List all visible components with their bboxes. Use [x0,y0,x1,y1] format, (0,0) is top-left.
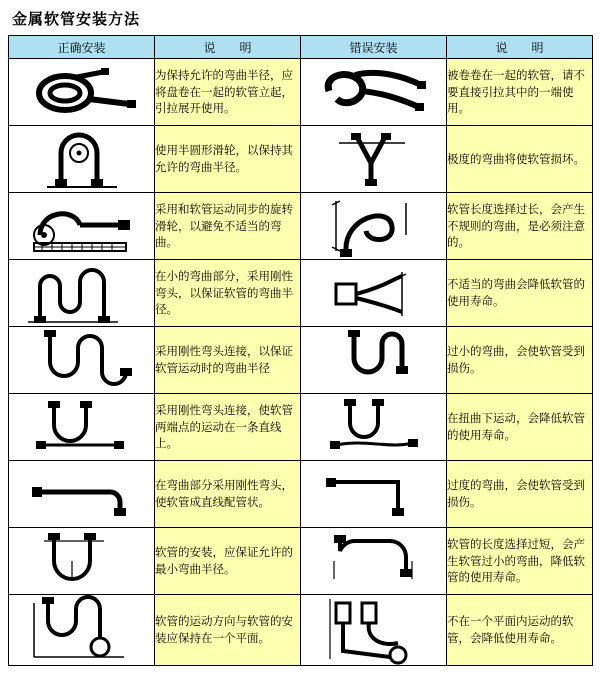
header-correct-install: 正确安装 [9,36,155,59]
note-text: 极度的弯曲将使软管损坏。 [447,126,593,193]
figure-min-bend-radius-install [9,528,155,595]
note-text: 采用和软管运动同步的旋转滑轮，以避免不适当的弯曲。 [155,193,301,260]
table-row [9,59,593,126]
table-row [9,595,593,666]
table-header-row [9,36,593,59]
note-text: 过度的弯曲，会使软管受到损伤。 [447,461,593,528]
figure-too-small-bend [301,327,447,394]
figure-coiled-hose-standing [9,59,155,126]
note-text: 使用半圆形滑轮，以保持其允许的弯曲半径。 [155,126,301,193]
note-text: 采用刚性弯头连接，以保证软管运动时的弯曲半径 [155,327,301,394]
note-text: 为保持允许的弯曲半径，应将盘卷在一起的软管立起，引拉展开使用。 [155,59,301,126]
table-row [9,260,593,327]
figure-excess-length-loop [301,193,447,260]
figure-straight-pipe-elbow [9,461,155,528]
note-text: 采用刚性弯头连接，使软管两端点的运动在一条直线上。 [155,394,301,461]
figure-rotating-pulley-sync [9,193,155,260]
note-text: 软管的运动方向与软管的安装应保持在一个平面。 [155,595,301,666]
figure-rigid-bend-connection [9,327,155,394]
note-text: 软管的长度选择过短，会产生软管过小的弯曲，降低软管的使用寿命。 [447,528,593,595]
figure-improper-bend [301,260,447,327]
table-row [9,193,593,260]
figure-semicircular-pulley [9,126,155,193]
figure-rigid-elbow-small-bend [9,260,155,327]
note-text: 在弯曲部分采用刚性弯头，使软管成直线配管状。 [155,461,301,528]
figure-torsion-motion [301,394,447,461]
figure-sharp-bend-pulley [301,126,447,193]
figure-same-plane-motion [9,595,155,666]
header-correct-note: 说 明 [155,36,301,59]
figure-over-bend [301,461,447,528]
note-text: 被卷卷在一起的软管，请不要直接引拉其中的一端使用。 [447,59,593,126]
table-row [9,461,593,528]
figure-too-long-small-bend [301,528,447,595]
figure-out-of-plane-motion [301,595,447,666]
note-text: 软管长度选择过长，会产生不规则的弯曲，是必须注意的。 [447,193,593,260]
table-row [9,394,593,461]
note-text: 在小的弯曲部分，采用刚性弯头，以保证软管的弯曲半径。 [155,260,301,327]
figure-coiled-hose-pulled [301,59,447,126]
header-wrong-note: 说 明 [447,36,593,59]
note-text: 软管的安装，应保证允许的最小弯曲半径。 [155,528,301,595]
note-text: 过小的弯曲，会使软管受到损伤。 [447,327,593,394]
table-row [9,126,593,193]
note-text: 在扭曲下运动，会降低软管的使用寿命。 [447,394,593,461]
note-text: 不在一个平面内运动的软管，会降低使用寿命。 [447,595,593,666]
page-title: 金属软管安装方法 [12,10,141,28]
figure-u-bend-straight-line [9,394,155,461]
table-row [9,528,593,595]
header-wrong-install: 错误安装 [301,36,447,59]
table-row [9,327,593,394]
note-text: 不适当的弯曲会降低软管的使用寿命。 [447,260,593,327]
hose-installation-table [8,35,593,666]
